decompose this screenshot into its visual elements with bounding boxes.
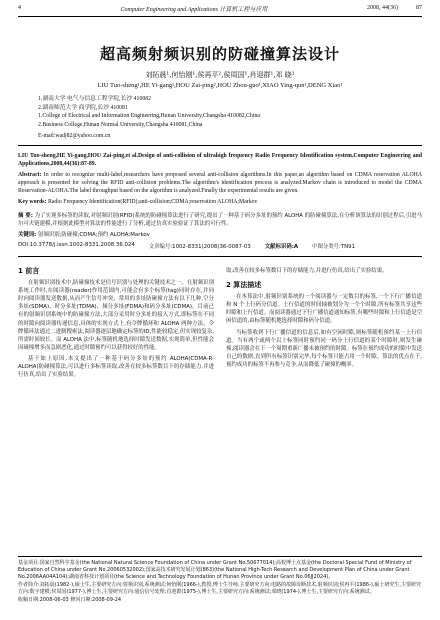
affiliation: 2.Business College,Hunan Normal University,Changsha 410081,China [38,121,203,128]
funding-note: 基金项目:国家自然科学基金(the National Natural Science Foundation of China under Grant No.50677014);高校博士点基金(the Doctoral Special Fund of Ministry of Education of China under Grant No.20060532002);国家高技术研究发展计划(863)(the National High-Tech Research and Development Plan of China under Grant No.2006AA04A104);湖南省科技计划项目(the Science and Technology Foundation of Hunan Province under Grant No.06JJ2024)。 [18,560,412,580]
abstract-en-text: In order to recognize multi-label,researchers have proposed several anti-collision algorithms.In this paper,an algorithm based on CDMA reservation ALOHA approach is presented for solving the RFID anti-collision problems.The algorithm's identification process is analyzed.Markov chain is introduced to model the CDMA Reservation-ALOHA.The label throughput based on the algorithm is analyzed.Finally the experimental results are given. [18,172,423,194]
keywords-en [18,198,422,206]
abstract-en-label: Abstract: [18,172,42,178]
body-paragraph: 基于如上原因,本文提出了一种基于码分多址的预约 ALOHA(CDMA-R-ALOHA)防碰撞算法,可以进行多标签读取,改善在较多标签数目下的存储能力,并进行仿真,给出了实验结果。 [18,355,214,379]
header-issue: 2008, 44(36) [367,5,398,11]
body-paragraph: 在射频识别技术中,防碰撞技术是信号识别与处理的关键技术之一。在射频识别系统工作时,在阅读器(reader)作用范围内,可能会有多个标签(tag)同时存在,并同时向阅读器发送数据,从而产生信号冲突。常用的多址防碰撞方法有以下几种,空分多址(SDMA)、时分多址(TDMA)、频分多址(FDMA)和码分多址(CDMA)。目前已有的射频识别系统中的防碰撞方法,大部分采用时分多址的接入方式,即标签在不同的时隙向阅读器传递信息,具体的实现方式上,有令牌循环和 ALOHA 两种方法。令牌循环法通过二进制搜索法,阅读器逐层地确定标签的ID,性能较稳定,但实现较复杂,所需时间较长。而 ALOHA 法中,标签随机地选择时隙发送数据,实现简单,但性能会因碰撞增多而急剧恶化,通过时隙预约可以获得较好的性能。 [18,280,214,351]
doi: DOI:10.3778/j.issn.1002-8331.2008.36.024 [18,242,135,248]
header-page-number: 87 [416,5,422,11]
abstract-cn-text: 为了实现多标签的读取,对射频识别(RFID)系统的防碰撞算法进行了研究,提出了一种基于码分多址的预约 ALOHA 的防碰撞算法,在分析该算法的识别过程后,引进马尔可夫链建模,并根据此模型对算法的性能进行了分析,通过仿真实验验证了算法的可行性。 [18,213,422,227]
citation: LIU Tuo-sheng,HE Yi-gang,HOU Zai-ping,et al.Design of anti-collision of ultrahigh frequency Radio Frequency Identification system.Computer Engineering and Applications,2008,44(36):87-89. [18,153,422,167]
divider [18,256,422,257]
author-bio: 作者简介:刘拓晨(1982-),硕士生,主要研究方向:射频识别,系统测试;何怡刚(1966-),教授,博士生导师,主要研究方向:电路的故障诊断技术,射频识别;侯再平(1986-),硕士研究生,主要研究方向:数字建模;侯周国(1977-),博士生,主要研究方向:通信信号处理;肖迎群(1975-),博士生,主要研究方向:系统测试;邓晓(1974-),博士生,主要研究方向:系统测试。 [18,582,422,595]
abstract-en [18,171,422,195]
affiliation: 1.湖南大学 电气与信息工程学院,长沙 410082 [38,96,152,102]
paper-title: 超高频射频识别的防碰撞算法设计 [99,45,340,63]
left-column [18,267,214,382]
section-heading: 2 算法描述 [226,281,262,290]
keywords-cn-text: 射频识别;防碰撞;CDMA;预约 ALOHA;Markov [38,232,150,238]
section-heading: 1 前言 [18,267,40,275]
article-number: 文章编号:1002-8331(2008)36-0087-03 [148,244,251,250]
authors-cn: 刘拓晨¹,何怡刚¹,侯再平²,侯周国¹,肖迎群¹,邓 晓¹ [145,71,295,79]
body-paragraph: 在本算法中,射频识别系统的一个阅读器与一定数目的标签,一个下行广播信道和 N 个上行码分信道。上行信道的时间轴被划分为一个个时隙,所有标签共享这些时隙和上行信道。而阅读器通过下行广播信道通知标签,有哪些时隙和上行信道是空闲信道的,由标签随机地选择时隙和码分信道。 [226,294,422,325]
authors-en: LIU Tuo-sheng¹,HE Yi-gang¹,HOU Zai-ping²,HOU Zhou-guo¹,XIAO Ying-qun¹,DENG Xiao¹ [97,82,343,89]
affiliation: 2.湖南师范大学 商学院,长沙 410081 [38,104,128,111]
article-meta [18,242,422,250]
received-date: 收稿日期:2008-06-03 修回日期:2008-09-24 [18,597,122,603]
header-left: 4 [18,5,21,11]
footnotes [18,556,422,605]
email: E-mail:wadj82@yahoo.com.cn [38,133,111,139]
keywords-en-label: Key words: [18,199,47,205]
abstract-cn [18,212,422,228]
keywords-cn [18,231,422,239]
classification-number: 中图分类号:TN91 [312,244,356,250]
keywords-cn-label: 关键词: [18,232,37,238]
document-code: 文献标识码:A [264,244,299,250]
header-journal: Computer Engineering and Applications 计算机工程与应用 [120,6,268,13]
abstract-cn-label: 摘 要: [18,213,33,219]
right-column [226,267,422,382]
running-header [18,0,422,17]
body-paragraph: 取,改善在较多标签数目下的存储能力,并进行仿真,给出了实验结果。 [226,268,388,274]
divider [18,145,422,146]
keywords-en-text: Radio Frequency Identification(RFID);anti-collision;CDMA;reservation ALOHA;Markov [47,199,258,205]
body-columns [18,267,422,382]
affiliations [18,95,422,129]
body-paragraph: 当标签收到下行广播信道的信息后,如有空闲时隙,则标签随机预约某一上行信道。当有两个或两个以上标签同时预约同一码分上行信道的某个时隙时,则发生碰撞,阅读器会在下一个周期重新广播未被预约的时隙。标签在预约成功的时隙中发送自己的数据,直到所有标签识别完毕,每个标签只能占用一个时隙。算法的优点在于,预约成功的标签不再参与竞争,从而降低了碰撞的概率。 [226,329,422,368]
affiliation: 1.College of Electrical and Information Engineering,Hunan University,Changsha 410082,China [38,113,260,119]
